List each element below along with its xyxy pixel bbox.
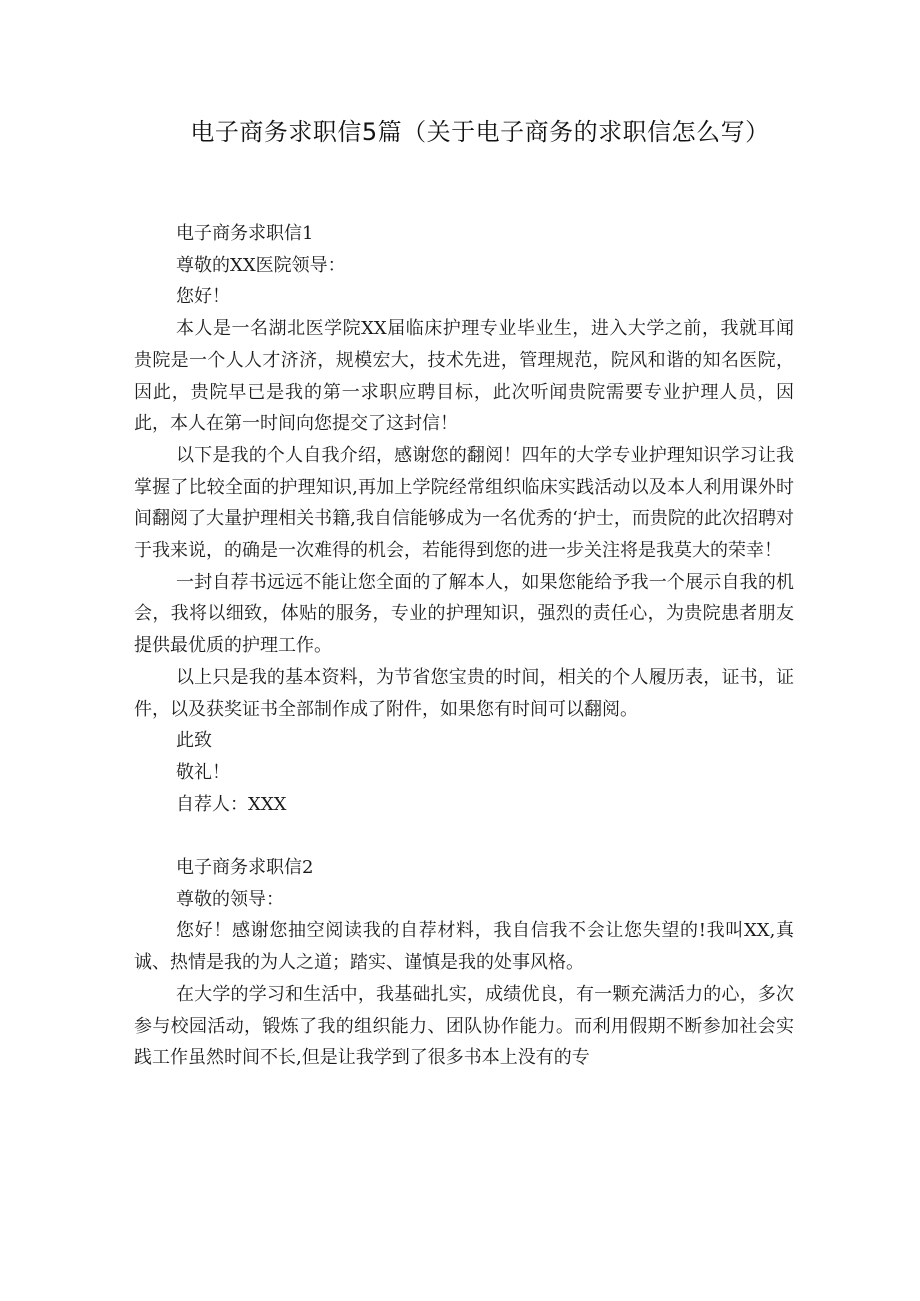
document-title: 电子商务求职信5篇（关于电子商务的求职信怎么写）: [190, 118, 770, 146]
letter2-paragraph: 在大学的学习和生活中，我基础扎实，成绩优良，有一颗充满活力的心，多次参与校园活动，锻炼了我的组织能力、团队协作能力。而利用假期不断参加社会实践工作虽然时间不长,但是让我学到了很多书本上没有的专: [134, 983, 794, 1069]
letter1-closing: 此致: [176, 730, 212, 752]
letter1-salutation: 尊敬的XX医院领导：: [176, 254, 346, 276]
letter1-greeting: 您好！: [176, 286, 230, 308]
letter1-paragraph: 本人是一名湖北医学院XX届临床护理专业毕业生，进入大学之前，我就耳闻贵院是一个人人才济济，规模宏大，技术先进，管理规范，院风和谐的知名医院，因此，贵院早已是我的第一求职应聘目标，此次听闻贵院需要专业护理人员，因此，本人在第一时间向您提交了这封信！: [134, 318, 794, 435]
letter1-closing: 敬礼！: [176, 761, 230, 783]
letter1-signature: 自荐人：XXX: [176, 793, 287, 815]
letter1-paragraph: 以下是我的个人自我介绍，感谢您的翻阅！四年的大学专业护理知识学习让我掌握了比较全面的护理知识,再加上学院经常组织临床实践活动以及本人利用课外时间翻阅了大量护理相关书籍,我自信能够成为一名优秀的‘护士，而贵院的此次招聘对于我来说，的确是一次难得的机会，若能得到您的进一步关注将是我莫大的荣幸！: [134, 444, 794, 562]
letter1-heading: 电子商务求职信1: [176, 223, 314, 244]
section-gap: [134, 820, 794, 852]
letter1-paragraph: 以上只是我的基本资料，为节省您宝贵的时间，相关的个人履历表，证书，证件，以及获奖证书全部制作成了附件，如果您有时间可以翻阅。: [134, 666, 794, 720]
letter2-paragraph: 您好！感谢您抽空阅读我的自荐材料，我自信我不会让您失望的!我叫XX,真诚、热情是我的为人之道；踏实、谨慎是我的处事风格。: [134, 920, 794, 974]
document-body: [134, 218, 794, 1074]
letter1-paragraph: 一封自荐书远远不能让您全面的了解本人，如果您能给予我一个展示自我的机会，我将以细致，体贴的服务，专业的护理知识，强烈的责任心，为贵院患者朋友提供最优质的护理工作。: [134, 571, 794, 657]
letter2-heading: 电子商务求职信2: [176, 857, 314, 879]
letter2-salutation: 尊敬的领导：: [176, 888, 284, 910]
